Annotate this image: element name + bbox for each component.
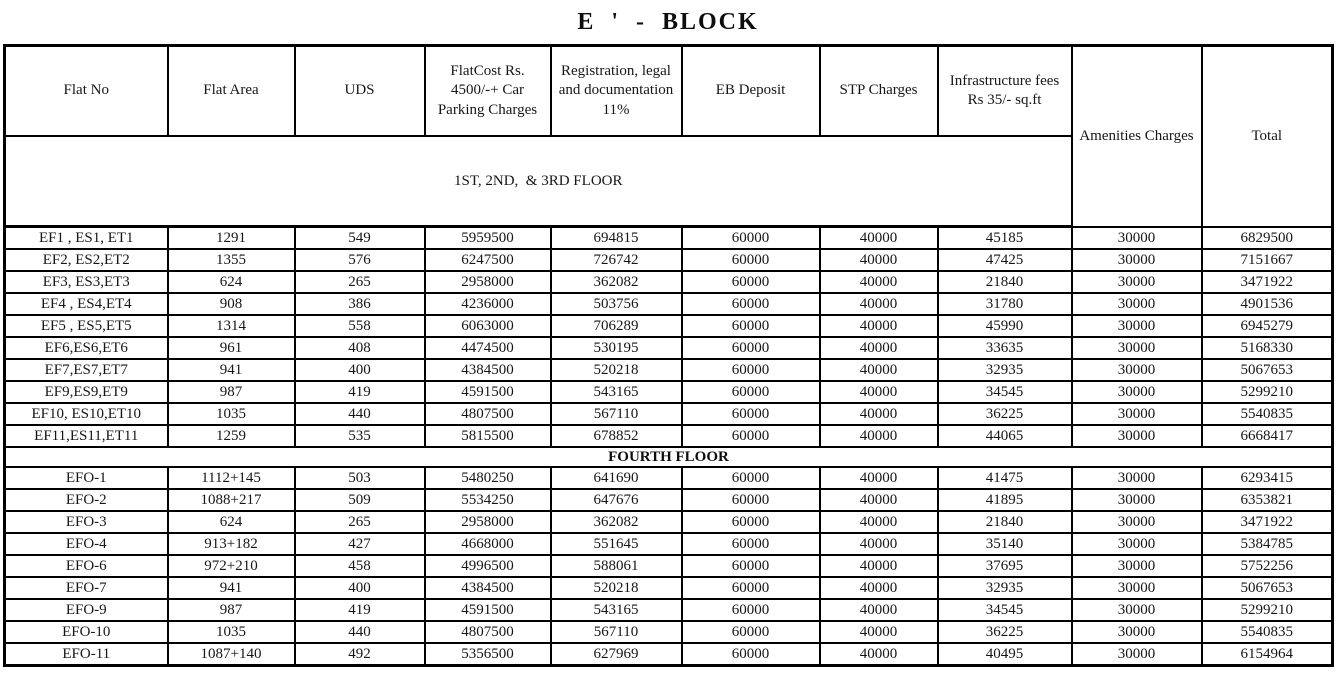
floor-section-label-fourth: FOURTH FLOOR — [5, 447, 1333, 467]
table-cell: 3471922 — [1202, 511, 1333, 533]
table-row — [5, 271, 1333, 293]
table-cell: 60000 — [682, 577, 820, 599]
table-cell: 641690 — [551, 467, 682, 489]
table-cell: 4591500 — [425, 381, 551, 403]
table-cell: 543165 — [551, 381, 682, 403]
table-cell: EF6,ES6,ET6 — [5, 337, 168, 359]
table-cell: 4591500 — [425, 599, 551, 621]
table-cell: 40000 — [820, 533, 938, 555]
table-cell: 40000 — [820, 293, 938, 315]
table-cell: 549 — [295, 227, 425, 250]
table-cell: 6154964 — [1202, 643, 1333, 666]
table-cell: 60000 — [682, 533, 820, 555]
table-cell: 35140 — [938, 533, 1072, 555]
table-cell: 60000 — [682, 249, 820, 271]
table-cell: 961 — [168, 337, 295, 359]
table-row — [5, 227, 1333, 250]
table-cell: 34545 — [938, 381, 1072, 403]
table-cell: 1035 — [168, 621, 295, 643]
table-cell: 647676 — [551, 489, 682, 511]
table-cell: 509 — [295, 489, 425, 511]
table-cell: EFO-10 — [5, 621, 168, 643]
table-row — [5, 621, 1333, 643]
table-cell: 40000 — [820, 271, 938, 293]
table-cell: 30000 — [1072, 555, 1202, 577]
table-cell: 60000 — [682, 489, 820, 511]
table-cell: EFO-3 — [5, 511, 168, 533]
table-cell: 30000 — [1072, 599, 1202, 621]
table-cell: 44065 — [938, 425, 1072, 447]
table-cell: 362082 — [551, 511, 682, 533]
table-row — [5, 249, 1333, 271]
table-cell: 5534250 — [425, 489, 551, 511]
table-row — [5, 425, 1333, 447]
table-cell: 30000 — [1072, 511, 1202, 533]
table-cell: 543165 — [551, 599, 682, 621]
table-cell: 551645 — [551, 533, 682, 555]
table-cell: 588061 — [551, 555, 682, 577]
table-cell: 30000 — [1072, 249, 1202, 271]
table-row — [5, 555, 1333, 577]
table-cell: 5067653 — [1202, 359, 1333, 381]
table-row — [5, 511, 1333, 533]
table-cell: 1291 — [168, 227, 295, 250]
table-cell: EFO-4 — [5, 533, 168, 555]
table-cell: 60000 — [682, 555, 820, 577]
table-cell: EF10, ES10,ET10 — [5, 403, 168, 425]
table-cell: 6945279 — [1202, 315, 1333, 337]
table-cell: 400 — [295, 577, 425, 599]
table-cell: 30000 — [1072, 271, 1202, 293]
table-cell: 1314 — [168, 315, 295, 337]
table-cell: 1087+140 — [168, 643, 295, 666]
table-cell: 2958000 — [425, 271, 551, 293]
table-cell: 5752256 — [1202, 555, 1333, 577]
table-cell: 694815 — [551, 227, 682, 250]
table-cell: 40000 — [820, 555, 938, 577]
table-cell: 5815500 — [425, 425, 551, 447]
table-cell: EF5 , ES5,ET5 — [5, 315, 168, 337]
table-body-floor-1-2-3 — [5, 227, 1333, 448]
table-cell: 30000 — [1072, 467, 1202, 489]
table-cell: 1259 — [168, 425, 295, 447]
table-cell: 265 — [295, 271, 425, 293]
table-cell: 34545 — [938, 599, 1072, 621]
table-cell: 941 — [168, 359, 295, 381]
table-cell: 419 — [295, 599, 425, 621]
table-cell: 60000 — [682, 271, 820, 293]
table-cell: 60000 — [682, 599, 820, 621]
table-cell: 30000 — [1072, 621, 1202, 643]
table-cell: 419 — [295, 381, 425, 403]
table-cell: 41895 — [938, 489, 1072, 511]
table-cell: 47425 — [938, 249, 1072, 271]
table-cell: 530195 — [551, 337, 682, 359]
table-cell: 386 — [295, 293, 425, 315]
column-header-stp-charges: STP Charges — [820, 46, 938, 137]
table-cell: 36225 — [938, 403, 1072, 425]
table-cell: 2958000 — [425, 511, 551, 533]
table-cell: EFO-2 — [5, 489, 168, 511]
header-row — [5, 46, 1333, 137]
table-cell: 40000 — [820, 315, 938, 337]
table-cell: 60000 — [682, 359, 820, 381]
table-cell: 40000 — [820, 249, 938, 271]
table-row — [5, 467, 1333, 489]
table-cell: 60000 — [682, 621, 820, 643]
column-header-infrastructure-fees: Infrastructure fees Rs 35/- sq.ft — [938, 46, 1072, 137]
column-header-flat-cost: FlatCost Rs. 4500/-+ Car Parking Charges — [425, 46, 551, 137]
table-cell: 60000 — [682, 403, 820, 425]
table-cell: EF4 , ES4,ET4 — [5, 293, 168, 315]
table-cell: 40000 — [820, 621, 938, 643]
table-cell: 60000 — [682, 511, 820, 533]
table-cell: 4901536 — [1202, 293, 1333, 315]
table-cell: EF1 , ES1, ET1 — [5, 227, 168, 250]
column-header-uds: UDS — [295, 46, 425, 137]
table-cell: 706289 — [551, 315, 682, 337]
table-cell: 535 — [295, 425, 425, 447]
table-cell: 30000 — [1072, 403, 1202, 425]
table-cell: 40000 — [820, 511, 938, 533]
table-cell: 40000 — [820, 467, 938, 489]
table-cell: 31780 — [938, 293, 1072, 315]
table-cell: 678852 — [551, 425, 682, 447]
table-cell: 60000 — [682, 425, 820, 447]
table-cell: 40000 — [820, 381, 938, 403]
table-body-floor-4 — [5, 467, 1333, 666]
table-cell: 45185 — [938, 227, 1072, 250]
floor-divider-body — [5, 447, 1333, 467]
table-cell: 21840 — [938, 271, 1072, 293]
table-cell: 1112+145 — [168, 467, 295, 489]
table-cell: 987 — [168, 599, 295, 621]
table-cell: 362082 — [551, 271, 682, 293]
table-cell: 30000 — [1072, 643, 1202, 666]
table-cell: 21840 — [938, 511, 1072, 533]
table-cell: 624 — [168, 511, 295, 533]
table-row — [5, 337, 1333, 359]
table-cell: 36225 — [938, 621, 1072, 643]
table-cell: EFO-9 — [5, 599, 168, 621]
table-cell: 5168330 — [1202, 337, 1333, 359]
table-cell: 4236000 — [425, 293, 551, 315]
table-cell: 567110 — [551, 403, 682, 425]
table-row — [5, 403, 1333, 425]
table-cell: 7151667 — [1202, 249, 1333, 271]
table-cell: 30000 — [1072, 315, 1202, 337]
table-cell: EF9,ES9,ET9 — [5, 381, 168, 403]
price-table — [3, 44, 1334, 667]
column-header-flat-no: Flat No — [5, 46, 168, 137]
table-cell: 624 — [168, 271, 295, 293]
table-cell: 458 — [295, 555, 425, 577]
table-cell: 40000 — [820, 643, 938, 666]
table-cell: 908 — [168, 293, 295, 315]
table-cell: 5299210 — [1202, 381, 1333, 403]
table-cell: 30000 — [1072, 577, 1202, 599]
table-cell: EF3, ES3,ET3 — [5, 271, 168, 293]
table-cell: 30000 — [1072, 227, 1202, 250]
table-cell: 4668000 — [425, 533, 551, 555]
table-cell: EFO-11 — [5, 643, 168, 666]
table-cell: 440 — [295, 621, 425, 643]
table-cell: 5299210 — [1202, 599, 1333, 621]
table-cell: 40000 — [820, 337, 938, 359]
table-row — [5, 599, 1333, 621]
table-cell: 627969 — [551, 643, 682, 666]
table-cell: 427 — [295, 533, 425, 555]
table-cell: 3471922 — [1202, 271, 1333, 293]
table-row — [5, 643, 1333, 666]
table-cell: 6293415 — [1202, 467, 1333, 489]
table-cell: 4384500 — [425, 577, 551, 599]
table-cell: 4996500 — [425, 555, 551, 577]
table-cell: 41475 — [938, 467, 1072, 489]
table-cell: 941 — [168, 577, 295, 599]
table-row — [5, 489, 1333, 511]
table-cell: 60000 — [682, 293, 820, 315]
table-cell: 60000 — [682, 643, 820, 666]
floor-section-label-1st-2nd-3rd: 1ST, 2ND, & 3RD FLOOR — [5, 136, 1072, 227]
table-cell: 60000 — [682, 315, 820, 337]
table-cell: 5067653 — [1202, 577, 1333, 599]
table-cell: 60000 — [682, 467, 820, 489]
table-cell: 40000 — [820, 425, 938, 447]
table-cell: EF2, ES2,ET2 — [5, 249, 168, 271]
table-cell: 520218 — [551, 359, 682, 381]
table-row — [5, 359, 1333, 381]
table-cell: 913+182 — [168, 533, 295, 555]
table-cell: 4807500 — [425, 621, 551, 643]
table-cell: 40000 — [820, 227, 938, 250]
table-cell: 40000 — [820, 577, 938, 599]
column-header-amenities-charges: Amenities Charges — [1072, 46, 1202, 227]
table-cell: 6829500 — [1202, 227, 1333, 250]
table-cell: 4474500 — [425, 337, 551, 359]
table-cell: 4807500 — [425, 403, 551, 425]
column-header-flat-area: Flat Area — [168, 46, 295, 137]
table-cell: 503 — [295, 467, 425, 489]
table-cell: 5384785 — [1202, 533, 1333, 555]
column-header-registration: Registration, legal and documentation 11% — [551, 46, 682, 137]
table-cell: 6353821 — [1202, 489, 1333, 511]
table-cell: 576 — [295, 249, 425, 271]
table-cell: 30000 — [1072, 533, 1202, 555]
table-cell: 30000 — [1072, 359, 1202, 381]
table-cell: 32935 — [938, 359, 1072, 381]
table-cell: 30000 — [1072, 337, 1202, 359]
table-cell: 1355 — [168, 249, 295, 271]
table-cell: 5959500 — [425, 227, 551, 250]
table-cell: EF11,ES11,ET11 — [5, 425, 168, 447]
table-cell: 5540835 — [1202, 403, 1333, 425]
table-cell: 40495 — [938, 643, 1072, 666]
table-cell: 4384500 — [425, 359, 551, 381]
table-cell: EFO-1 — [5, 467, 168, 489]
table-cell: 520218 — [551, 577, 682, 599]
table-row — [5, 315, 1333, 337]
table-cell: 567110 — [551, 621, 682, 643]
table-cell: 6063000 — [425, 315, 551, 337]
table-cell: 60000 — [682, 227, 820, 250]
table-cell: 1035 — [168, 403, 295, 425]
page-title: E ' - BLOCK — [577, 8, 759, 35]
table-cell: 5356500 — [425, 643, 551, 666]
table-row — [5, 533, 1333, 555]
table-cell: 265 — [295, 511, 425, 533]
table-cell: 40000 — [820, 403, 938, 425]
table-cell: 408 — [295, 337, 425, 359]
table-header — [5, 46, 1333, 227]
table-cell: 45990 — [938, 315, 1072, 337]
table-cell: 987 — [168, 381, 295, 403]
table-cell: 5540835 — [1202, 621, 1333, 643]
column-header-total: Total — [1202, 46, 1333, 227]
table-row — [5, 577, 1333, 599]
table-cell: 33635 — [938, 337, 1072, 359]
column-header-eb-deposit: EB Deposit — [682, 46, 820, 137]
table-row — [5, 381, 1333, 403]
table-cell: 40000 — [820, 359, 938, 381]
table-row — [5, 293, 1333, 315]
table-cell: EFO-6 — [5, 555, 168, 577]
table-cell: 32935 — [938, 577, 1072, 599]
table-cell: 400 — [295, 359, 425, 381]
table-cell: 40000 — [820, 489, 938, 511]
table-cell: EF7,ES7,ET7 — [5, 359, 168, 381]
table-cell: 726742 — [551, 249, 682, 271]
table-cell: 5480250 — [425, 467, 551, 489]
table-cell: 30000 — [1072, 489, 1202, 511]
table-cell: 972+210 — [168, 555, 295, 577]
floor-divider-row — [5, 447, 1333, 467]
table-cell: 60000 — [682, 381, 820, 403]
table-cell: 37695 — [938, 555, 1072, 577]
table-cell: 492 — [295, 643, 425, 666]
table-cell: 6247500 — [425, 249, 551, 271]
table-cell: 558 — [295, 315, 425, 337]
table-cell: 60000 — [682, 337, 820, 359]
table-cell: 6668417 — [1202, 425, 1333, 447]
table-cell: EFO-7 — [5, 577, 168, 599]
table-cell: 503756 — [551, 293, 682, 315]
table-cell: 1088+217 — [168, 489, 295, 511]
table-cell: 40000 — [820, 599, 938, 621]
table-cell: 30000 — [1072, 425, 1202, 447]
table-cell: 30000 — [1072, 293, 1202, 315]
table-cell: 440 — [295, 403, 425, 425]
table-cell: 30000 — [1072, 381, 1202, 403]
